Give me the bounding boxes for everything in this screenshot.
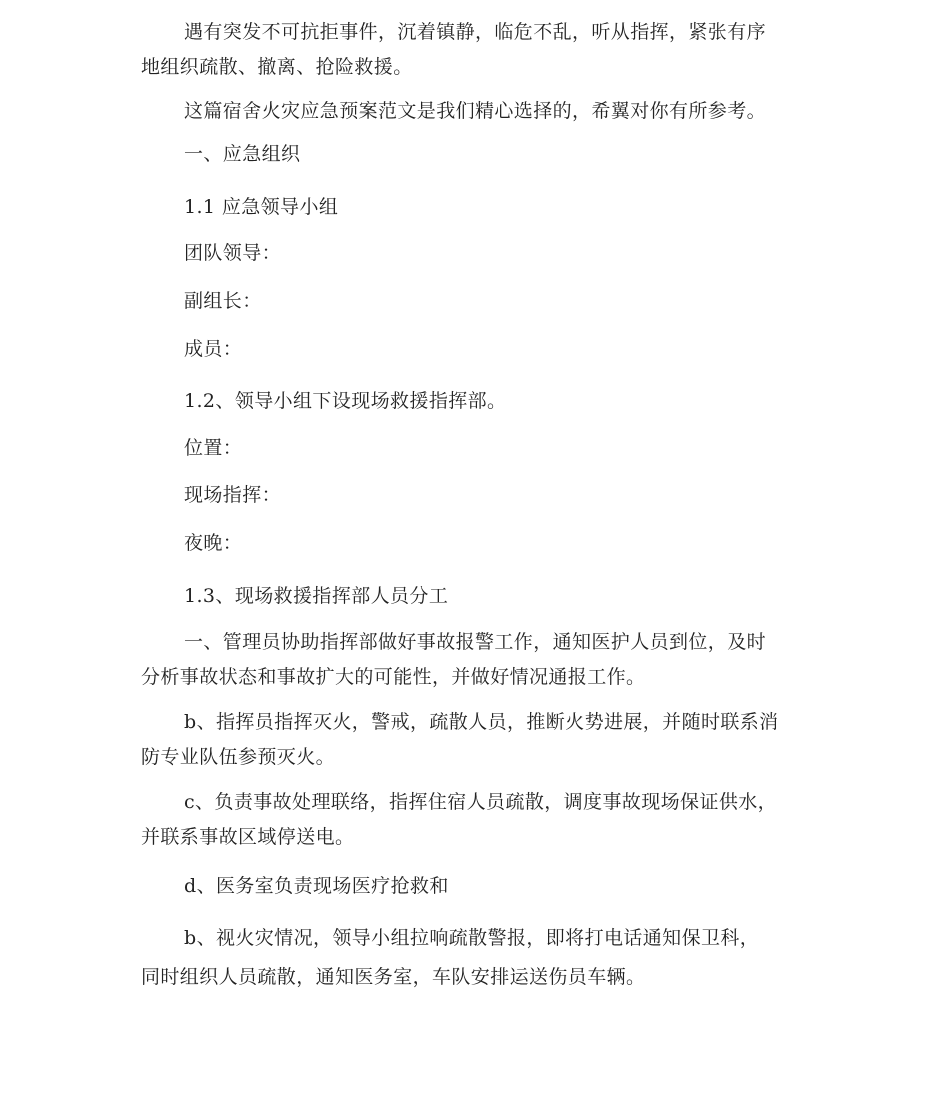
paragraph-intro-line-1: 遇有突发不可抗拒事件，沉着镇静，临危不乱，听从指挥，紧张有序 [184, 21, 767, 43]
label-night: 夜晚： [184, 532, 243, 554]
item-b-line-1: b、指挥员指挥灭火，警戒，疏散人员，推断火势进展，并随时联系消 [184, 711, 779, 733]
heading-onsite-command: 1.2、领导小组下设现场救援指挥部。 [184, 390, 507, 412]
item-b-line-2: 防专业队伍参预灭火。 [141, 746, 336, 768]
item-b2-line-2: 同时组织人员疏散，通知医务室，车队安排运送伤员车辆。 [141, 966, 646, 988]
item-c-line-1: c、负责事故处理联络，指挥住宿人员疏散，调度事故现场保证供水， [184, 791, 778, 813]
item-c-line-2: 并联系事故区域停送电。 [141, 826, 355, 848]
item-a-line-1: 一、管理员协助指挥部做好事故报警工作，通知医护人员到位，及时 [184, 631, 767, 653]
label-team-leader: 团队领导： [184, 242, 282, 264]
heading-emergency-organization: 一、应急组织 [184, 143, 301, 165]
label-deputy-leader: 副组长： [184, 290, 262, 312]
label-location: 位置： [184, 437, 243, 459]
item-b2-line-1: b、视火灾情况，领导小组拉响疏散警报，即将打电话通知保卫科， [184, 927, 760, 949]
paragraph-intro-line-2: 地组织疏散、撤离、抢险救援。 [141, 56, 413, 78]
item-a-line-2: 分析事故状态和事故扩大的可能性，并做好情况通报工作。 [141, 666, 646, 688]
heading-leadership-group: 1.1 应急领导小组 [184, 196, 339, 218]
heading-division-of-labor: 1.3、现场救援指挥部人员分工 [184, 585, 449, 607]
item-d: d、医务室负责现场医疗抢救和 [184, 875, 449, 897]
label-members: 成员： [184, 338, 243, 360]
label-onsite-commander: 现场指挥： [184, 484, 282, 506]
paragraph-reference: 这篇宿舍火灾应急预案范文是我们精心选择的，希翼对你有所参考。 [184, 100, 767, 122]
